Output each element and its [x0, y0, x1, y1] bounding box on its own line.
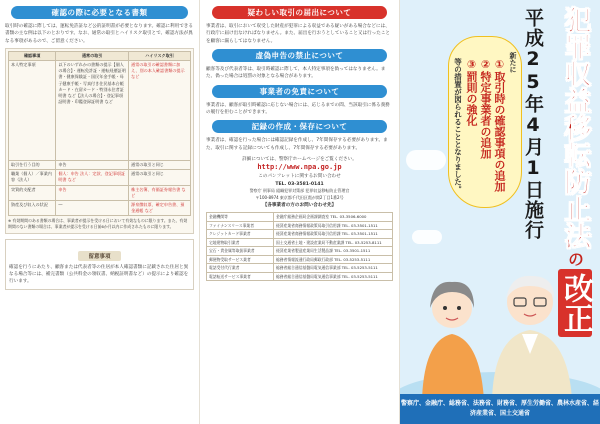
- table-cell: 本人特定事項: [9, 61, 56, 161]
- table-row: [207, 221, 393, 230]
- required-docs-intro: 取引時の確認に際しては、運転免許証など公的証明書が必要となります。確認に利用できる書類の主な例は以下のとおりです。なお、通常の取引とハイリスク取引とで、確認方法が異なる事項があるので、ご留意ください。: [5, 24, 193, 44]
- exemption-header: 事業者の免責について: [212, 85, 387, 98]
- point-3: ③罰則の強化: [465, 58, 478, 126]
- table-row: [207, 230, 393, 239]
- table-cell: 申告: [56, 185, 129, 200]
- contacts-table: [206, 212, 393, 281]
- new-label: 新たに: [509, 52, 517, 73]
- table-cell: 宝石・貴金属等取扱事業者: [207, 247, 274, 256]
- table-cell: 金融機関等: [207, 213, 274, 222]
- table-cell: 金融庁総務企画局企画課調査室 TEL. 03-3506-6000: [273, 213, 392, 222]
- cover-panel: [400, 0, 600, 424]
- table-row: [9, 161, 191, 170]
- table-cell: ―: [56, 200, 129, 215]
- table-row: [9, 185, 191, 200]
- table-cell: 職業（個人）／事業内容（法人）: [9, 170, 56, 185]
- contacts-header: 【各事業者の方のお問い合わせ先】: [262, 202, 337, 208]
- required-docs-table: [8, 51, 191, 216]
- table-cell: 取引を行う目的: [9, 161, 56, 170]
- table-cell: 通常の取引と同じ: [129, 161, 191, 170]
- table-row: [207, 213, 393, 222]
- table-cell: 経済産業省製造産業局生活製品課 TEL. 03-3501-1511: [273, 247, 392, 256]
- suspicious-report-text: 事業者は、取引において収受した財産が犯罪による収益である疑いがある場合などには、行政庁に届け出なければなりません。また、届出を行おうとしていること又は行ったことを顧客に漏らしてはなりません。: [206, 24, 391, 44]
- table-row: [207, 247, 393, 256]
- table-row: [9, 170, 191, 185]
- table-cell: クレジットカード事業者: [207, 230, 274, 239]
- table-row: [9, 200, 191, 215]
- table-cell: ファイナンスリース事業者: [207, 221, 274, 230]
- table-cell: 郵便物受取サービス業者: [207, 255, 274, 264]
- table-cell: 実質的支配者: [9, 185, 56, 200]
- effective-date: 平成25年4月1日施行: [521, 8, 544, 240]
- cover-title-kaisei: 改正: [558, 269, 592, 337]
- cloud-decoration: [412, 230, 442, 244]
- table-cell: 経済産業省商務情報政策局取引信用課 TEL. 03-3501-1511: [273, 221, 392, 230]
- table-cell: 総務省情報流通行政局郵政行政部 TEL. 03-5253-5111: [273, 255, 392, 264]
- inquiry-block: [206, 173, 393, 209]
- table-row: [207, 238, 393, 247]
- records-header: 記録の作成・保存について: [212, 120, 387, 133]
- table-row: [9, 61, 191, 161]
- notes-text: 確認を行うにあたり、顧客または代表者等の住居が本人確認書類に記載された住居と異なる場合等には、補完書類（公共料金の領収書、納税証明書など）の提示により確認を行います。: [9, 264, 189, 285]
- false-declaration-text: 顧客等及び代表者等は、取引時確認に際して、本人特定事項を偽ってはなりません。また、偽った場合は処罰の対象となる場合があります。: [206, 67, 386, 80]
- table-cell: 通常の取引の確認書類に加え、別の本人確認書類の提示 など: [129, 61, 191, 161]
- inquiry-address: 〒100-8974 東京都千代田区霞が関2丁目1番2号: [255, 194, 344, 200]
- npa-url-link[interactable]: http://www.npa.go.jp: [257, 163, 342, 172]
- exemption-text: 事業者は、顧客が取引時確認に応じない場合には、応じるまでの間、当該取引に係る義務の履行を拒むことができます。: [206, 102, 390, 116]
- table-header-cell: 通常の取引: [56, 52, 129, 61]
- table-row: [207, 272, 393, 281]
- required-docs-table-wrap: [5, 48, 194, 234]
- table-cell: 通常の取引と同じ: [129, 170, 191, 185]
- cloud-decoration: [406, 150, 446, 170]
- table-row: [207, 264, 393, 273]
- inquiry-label: このパンフレットに関するお問い合わせ: [258, 174, 341, 180]
- middle-panel: [200, 0, 400, 424]
- inquiry-phone: TEL. 03-3581-0141: [275, 181, 324, 187]
- table-cell: 資産及び収入の状況: [9, 200, 56, 215]
- notes-header: 留意事項: [78, 251, 120, 261]
- ministries-footer: 警察庁、金融庁、総務省、法務省、財務省、厚生労働省、農林水産省、経済産業省、国土交通省: [400, 394, 600, 424]
- inquiry-office: 警察庁 刑事局 組織犯罪対策部 犯罪収益移転防止管理官: [249, 188, 350, 194]
- suspicious-report-header: 疑わしい取引の届出について: [212, 6, 387, 19]
- points-footer: 等の措置が図られることとなりました。: [453, 58, 463, 193]
- table-cell: 源泉徴収票、確定申告書、預金通帳 など: [129, 200, 191, 215]
- table-cell: 国土交通省土地・建設産業局不動産業課 TEL. 03-5253-8111: [273, 238, 392, 247]
- table-cell: 宅地建物取引業者: [207, 238, 274, 247]
- table-note: ※ 有効期間のある書類の場合は、事業者が提示を受ける日において有効なものに限ります。また、有効期間のない書類の場合は、事業者が提示を受ける日前6か月以内に作成されたものに限ります。: [8, 218, 188, 230]
- required-docs-header: 確認の際に必要となる書類: [11, 6, 188, 19]
- table-row: [207, 255, 393, 264]
- records-text: 事業者は、確認を行った場合には確認記録を作成し、7年間保存する必要があります。また、取引に関する記録についても作成し、7年間保存する必要があります。: [206, 138, 388, 151]
- table-cell: 株主名簿、有価証券報告書 など: [129, 185, 191, 200]
- table-cell: 電話受付代行業者: [207, 264, 274, 273]
- table-cell: 申告: [56, 161, 129, 170]
- people-illustration: [400, 250, 600, 400]
- table-cell: 総務省総合通信基盤局電気通信事業部 TEL. 03-5253-5111: [273, 272, 392, 281]
- cover-title-no: の: [565, 251, 585, 267]
- point-1: ①取引時の確認事項の追加: [493, 58, 506, 192]
- detail-text: 詳細については、警察庁ホームページをご覧ください。: [242, 157, 357, 163]
- point-2: ②特定事業者の追加: [479, 58, 492, 159]
- table-cell: 個人：申告 法人：定款、登記事項証明書 など: [56, 170, 129, 185]
- false-declaration-header: 虚偽申告の禁止について: [212, 49, 387, 62]
- table-cell: 総務省総合通信基盤局電気通信事業部 TEL. 03-5253-5111: [273, 264, 392, 273]
- table-header-cell: 確認事項: [9, 52, 56, 61]
- table-header-cell: ハイリスク取引: [129, 52, 191, 61]
- left-panel: [0, 0, 200, 424]
- notes-box: [5, 239, 194, 290]
- table-cell: 電話転送サービス事業者: [207, 272, 274, 281]
- table-cell: 経済産業省商務情報政策局取引信用課 TEL. 03-3501-1511: [273, 230, 392, 239]
- table-cell: 以下のいずれかの書類の提示【個人の場合】・運転免許証・運転経歴証明書・健康保険証・国民年金手帳・母子健康手帳・写真付き住民基本台帳カード・在留カード・特別永住者証明書 など【法人の場合】・登記事項証明書・印鑑登録証明書 など: [56, 61, 129, 161]
- cover-title-main: 犯罪収益移転防止法: [559, 6, 591, 249]
